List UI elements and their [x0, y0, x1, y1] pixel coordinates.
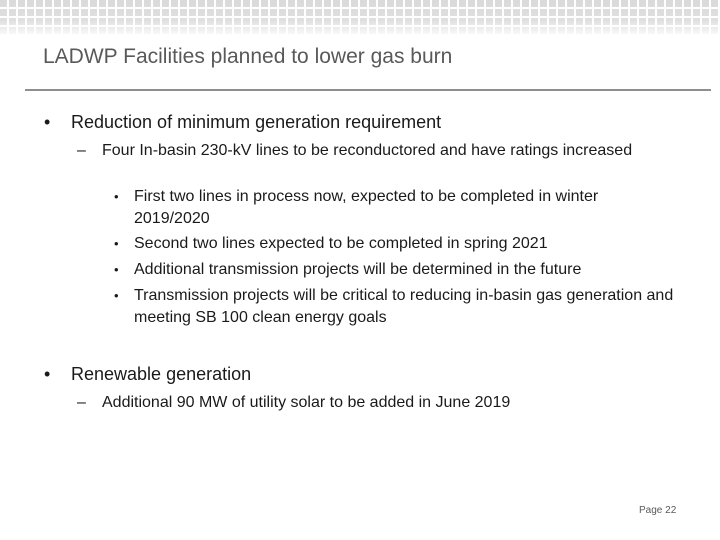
item-marker: • [114, 288, 119, 303]
bullet-text: Reduction of minimum generation requirement [71, 112, 442, 132]
subbullet-text: Four In-basin 230-kV lines to be reconductored and have ratings increased [102, 142, 633, 159]
subbullet-text: Additional 90 MW of utility solar to be added in June 2019 [102, 394, 511, 411]
item-critical-projects [114, 285, 674, 329]
item-additional-projects [114, 259, 674, 281]
bullet-marker: • [44, 112, 51, 132]
subbullet-utility-solar [77, 392, 677, 414]
bullet-text: Renewable generation [71, 364, 252, 384]
dash-marker: – [77, 142, 86, 159]
dash-marker: – [77, 394, 86, 411]
item-text: Additional transmission projects will be determined in the future [134, 261, 582, 278]
item-marker: • [114, 189, 119, 204]
item-first-two-lines [114, 186, 674, 230]
item-text: Transmission projects will be critical to reducing in-basin gas generation and meeting SB 100 clean energy goals [134, 287, 674, 326]
item-marker: • [114, 262, 119, 277]
item-second-two-lines [114, 233, 674, 255]
slide-title: LADWP Facilities planned to lower gas burn [43, 45, 453, 68]
page-number: Page 22 [639, 505, 677, 516]
item-text: Second two lines expected to be completed in spring 2021 [134, 235, 548, 252]
bullet-marker: • [44, 364, 51, 384]
item-marker: • [114, 236, 119, 251]
item-text: First two lines in process now, expected to be completed in winter 2019/2020 [134, 188, 599, 227]
subbullet-reconductor-lines [77, 140, 677, 162]
